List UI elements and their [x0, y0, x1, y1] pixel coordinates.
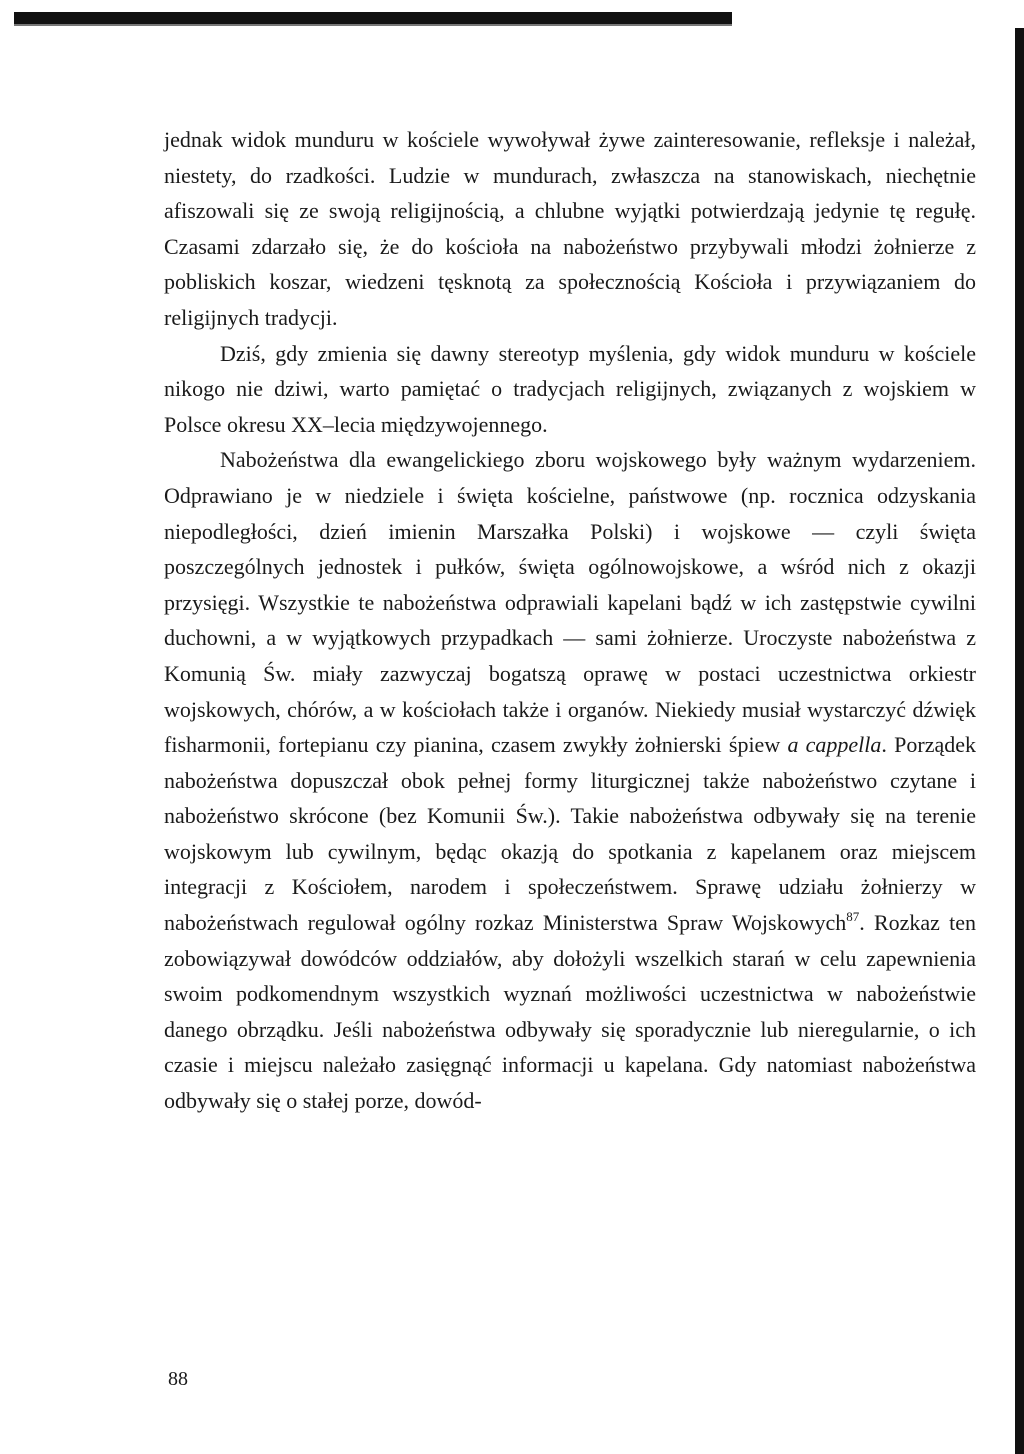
page-number: 88	[168, 1368, 188, 1390]
body-text	[164, 122, 976, 1119]
paragraph-3-text-b: . Porządek nabożeństwa dopuszczał obok pełnej formy liturgicznej także nabożeństwo czytane i nabożeństwo skrócone (bez Komunii Św.). Takie nabożeństwa odbywały się na terenie wojskowym lub cywilnym, będąc okazją do spotkania z kapelanem oraz miejscem integracji z Kościołem, narodem i społeczeństwem. Sprawę udziału żołnierzy w nabożeństwach regulował ogólny rozkaz Ministerstwa Spraw Wojskowych	[164, 732, 976, 936]
scan-edge-right	[1015, 28, 1024, 1454]
paragraph-1: jednak widok munduru w kościele wywoływał żywe zainteresowanie, refleksje i należał, niestety, do rzadkości. Ludzie w mundurach, zwłaszcza na stanowiskach, niechętnie afiszowali się ze swoją religijnością, a chlubne wyjątki potwierdzają jedynie tę regułę. Czasami zdarzało się, że do kościoła na nabożeństwo przybywali młodzi żołnierze z pobliskich koszar, wiedzeni tęsknotą za społecznością Kościoła i przywiązaniem do religijnych tradycji.	[164, 127, 976, 330]
paragraph-3	[164, 442, 976, 1118]
footnote-reference[interactable]: 87	[846, 909, 860, 925]
italic-term: a cappella	[787, 732, 882, 758]
scan-edge-top	[14, 12, 732, 24]
paragraph-2: Dziś, gdy zmienia się dawny stereotyp myślenia, gdy widok munduru w kościele nikogo nie dziwi, warto pamiętać o tradycjach religijnych, związanych z wojskiem w Polsce okresu XX–lecia międzywojennego.	[164, 340, 976, 437]
paragraph-3-text-c: . Rozkaz ten zobowiązywał dowódców oddziałów, aby dołożyli wszelkich starań w celu zapewnienia swoim podkomendnym wszystkich wyznań możliwości uczestnictwa w nabożeństwie danego obrządku. Jeśli nabożeństwa odbywały się sporadycznie lub nieregularnie, o ich czasie i miejscu należało zasięgnąć informacji u kapelana. Gdy natomiast nabożeństwa odbywały się o stałej porze, dowód-	[164, 910, 976, 1114]
paragraph-3-text-a: Nabożeństwa dla ewangelickiego zboru wojskowego były ważnym wydarzeniem. Odprawiano je w niedziele i święta kościelne, państwowe (np. rocznica odzyskania niepodległości, dzień imienin Marszałka Polski) i wojskowe — czyli święta poszczególnych jednostek i pułków, święta ogólnowojskowe, a wśród nich z okazji przysięgi. Wszystkie te nabożeństwa odprawiali kapelani bądź w ich zastępstwie cywilni duchowni, a w wyjątkowych przypadkach — sami żołnierze. Uroczyste nabożeństwa z Komunią Św. miały zazwyczaj bogatszą oprawę w postaci uczestnictwa orkiestr wojskowych, chórów, a w kościołach także i organów. Niekiedy musiał wystarczyć dźwięk fisharmonii, fortepianu czy pianina, czasem zwykły żołnierski śpiew	[164, 447, 976, 758]
